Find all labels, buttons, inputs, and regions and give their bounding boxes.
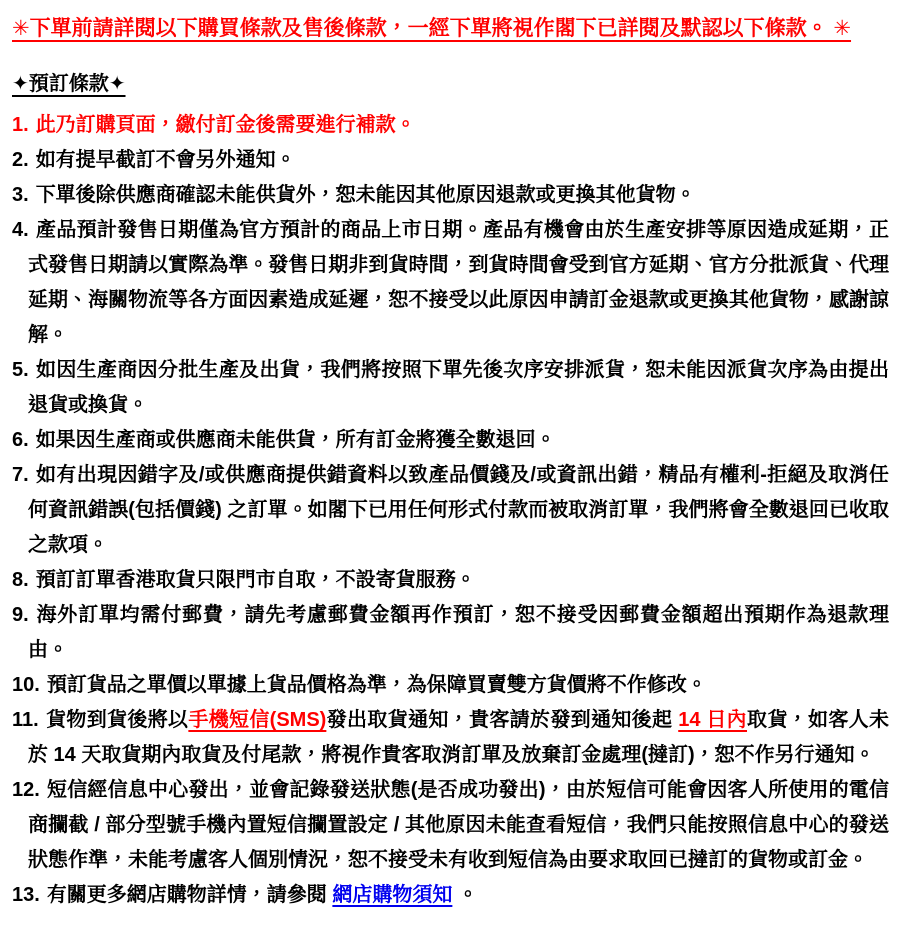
term-item: [12, 143, 889, 178]
term-number: 3.: [12, 184, 29, 206]
term-text: 取貨，如客人未於 14 天取貨期內取貨及付尾款，將視作貴客取消訂單及放棄訂金處理(撻訂)，恕不作另行通知。: [28, 709, 890, 766]
term-item: [12, 353, 889, 423]
term-text: 有關更多網店購物詳情，請參閱: [46, 884, 333, 906]
term-item: [12, 213, 889, 353]
term-text: 短信經信息中心發出，並會記錄發送狀態(是否成功發出)，由於短信可能會因客人所使用的電信商攔截 / 部分型號手機內置短信攔置設定 / 其他原因未能查看短信，我們只能按照信息中心的發送狀態作準，未能考慮客人個別情況，恕不接受未有收到短信為由要求取回已撻訂的貨物或訂金。: [28, 779, 889, 871]
term-text: 如有出現因錯字及/或供應商提供錯資料以致產品價錢及/或資訊出錯，精品有權利-拒絕及取消任何資訊錯誤(包括價錢) 之訂單。如閣下已用任何形式付款而被取消訂單，我們將會全數退回已收取之款項。: [28, 464, 889, 556]
term-item: [12, 108, 889, 143]
term-text: 預訂貨品之單價以單據上貨品價格為準，為保障買賣雙方貨價將不作修改。: [46, 674, 707, 696]
pickup-deadline-highlight: 14 日內: [678, 709, 748, 731]
term-number: 1.: [12, 114, 29, 136]
shop-guide-link[interactable]: 網店購物須知: [332, 884, 453, 906]
term-text: 此乃訂購頁面，繳付訂金後需要進行補款。: [35, 114, 416, 136]
term-text: 下單後除供應商確認未能供貨外，恕未能因其他原因退款或更換其他貨物。: [35, 184, 696, 206]
term-number: 11.: [12, 709, 39, 731]
term-number: 7.: [12, 464, 29, 486]
term-item: [12, 773, 889, 878]
term-number: 6.: [12, 429, 29, 451]
term-text: 發出取貨通知，貴客請於發到通知後起: [326, 709, 679, 731]
term-number: 5.: [12, 359, 29, 381]
term-number: 12.: [12, 779, 40, 801]
term-number: 2.: [12, 149, 29, 171]
term-number: 13.: [12, 884, 40, 906]
term-item: [12, 178, 889, 213]
term-number: 10.: [12, 674, 40, 696]
term-item: [12, 598, 889, 668]
term-text: 。: [452, 884, 478, 906]
term-item: [12, 668, 889, 703]
term-number: 9.: [12, 604, 29, 626]
term-text: 如果因生產商或供應商未能供貨，所有訂金將獲全數退回。: [35, 429, 556, 451]
term-item: [12, 423, 889, 458]
preorder-terms-document: [12, 14, 889, 913]
purchase-notice-banner: ✳下單前請詳閱以下購買條款及售後條款，一經下單將視作閣下已詳閱及默認以下條款。 ✳: [12, 17, 852, 40]
term-text: 如因生產商因分批生產及出貨，我們將按照下單先後次序安排派貨，恕未能因派貨次序為由提出退貨或換貨。: [28, 359, 889, 416]
section-title: [12, 70, 889, 98]
term-number: 8.: [12, 569, 29, 591]
term-item: [12, 458, 889, 563]
terms-list: [12, 108, 889, 913]
term-item: [12, 563, 889, 598]
term-text: 海外訂單均需付郵費，請先考慮郵費金額再作預訂，恕不接受因郵費金額超出預期作為退款理由。: [28, 604, 889, 661]
term-text: 預訂訂單香港取貨只限門市自取，不設寄貨服務。: [35, 569, 476, 591]
term-number: 4.: [12, 219, 29, 241]
section-title-text: ✦預訂條款✦: [12, 73, 126, 95]
term-text: 如有提早截訂不會另外通知。: [35, 149, 296, 171]
term-item: [12, 703, 889, 773]
sms-notice-highlight: 手機短信(SMS): [188, 709, 327, 731]
term-text: 產品預計發售日期僅為官方預計的商品上市日期。產品有機會由於生產安排等原因造成延期，正式發售日期請以實際為準。發售日期非到貨時間，到貨時間會受到官方延期、官方分批派貨、代理延期、海關物流等各方面因素造成延遲，恕不接受以此原因申請訂金退款或更換其他貨物，感謝諒解。: [28, 219, 889, 346]
term-item: [12, 878, 889, 913]
term-text: 貨物到貨後將以: [45, 709, 189, 731]
